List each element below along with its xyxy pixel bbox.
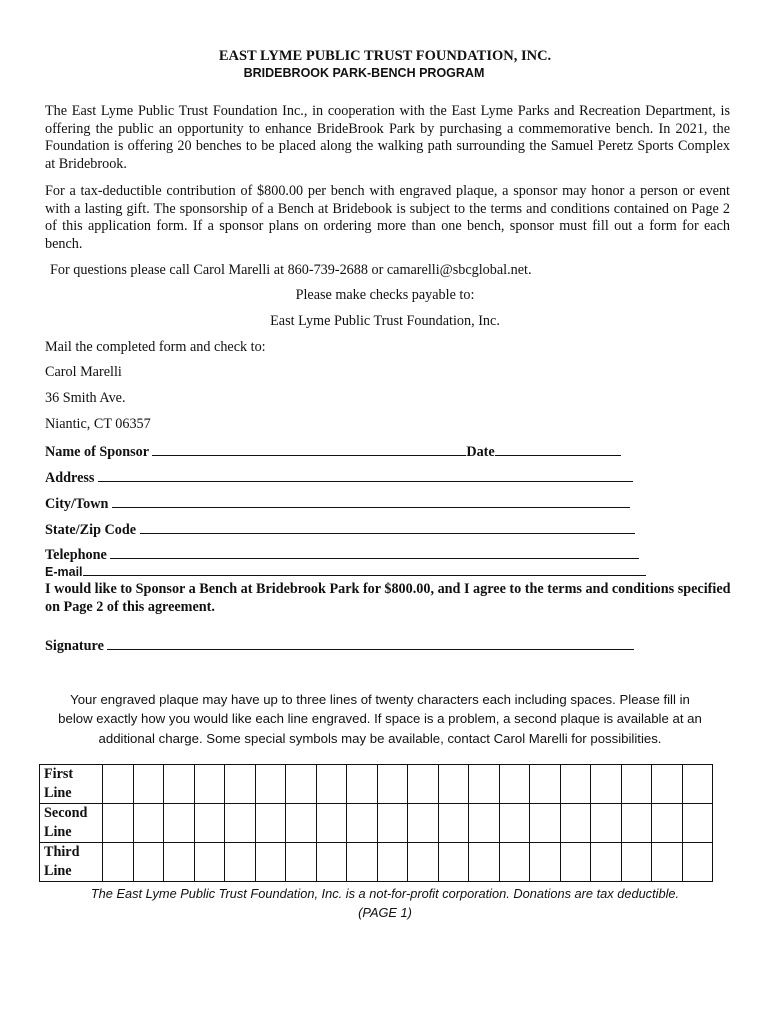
address-label: Address: [45, 470, 95, 486]
character-cell[interactable]: [347, 843, 378, 882]
telephone-row: [45, 544, 655, 564]
checks-payable-line: Please make checks payable to:: [295, 287, 475, 303]
character-cell[interactable]: [560, 843, 591, 882]
plaque-note-line-3: additional charge. Some special symbols may be available, contact Carol Marelli for possibilities.: [98, 731, 662, 746]
character-cell[interactable]: [652, 843, 683, 882]
address-field[interactable]: [98, 467, 633, 482]
character-cell[interactable]: [469, 765, 500, 804]
character-cell[interactable]: [255, 804, 286, 843]
character-cell[interactable]: [225, 765, 256, 804]
engraving-row-label: First Line: [40, 765, 103, 804]
character-cell[interactable]: [377, 804, 408, 843]
questions-line: For questions please call Carol Marelli at 860-739-2688 or camarelli@sbcglobal.net.: [50, 262, 532, 278]
character-cell[interactable]: [560, 765, 591, 804]
character-cell[interactable]: [530, 843, 561, 882]
state-zip-field[interactable]: [140, 519, 635, 534]
signature-row: [45, 635, 655, 655]
sponsor-name-row: [45, 441, 645, 461]
character-cell[interactable]: [530, 765, 561, 804]
sponsor-name-field[interactable]: [152, 441, 466, 456]
character-cell[interactable]: [316, 843, 347, 882]
footer-note: The East Lyme Public Trust Foundation, Inc. is a not-for-profit corporation. Donations are tax deductible.: [90, 886, 680, 901]
character-cell[interactable]: [499, 843, 530, 882]
character-cell[interactable]: [316, 765, 347, 804]
agreement-statement: I would like to Sponsor a Bench at Bridebrook Park for $800.00, and I agree to the terms and conditions specified on Page 2 of this agreement.: [45, 581, 731, 615]
payee-name: East Lyme Public Trust Foundation, Inc.: [270, 313, 500, 329]
character-cell[interactable]: [133, 765, 164, 804]
page-subtitle: BRIDEBROOK PARK-BENCH PROGRAM: [243, 66, 485, 80]
email-row: [45, 562, 665, 579]
character-cell[interactable]: [621, 843, 652, 882]
page-number: (PAGE 1): [358, 905, 412, 920]
character-cell[interactable]: [286, 765, 317, 804]
character-cell[interactable]: [682, 765, 713, 804]
telephone-label: Telephone: [45, 547, 107, 563]
character-cell[interactable]: [377, 843, 408, 882]
character-cell[interactable]: [347, 804, 378, 843]
engraving-row: [40, 804, 713, 843]
character-cell[interactable]: [103, 804, 134, 843]
signature-field[interactable]: [107, 635, 634, 650]
character-cell[interactable]: [499, 804, 530, 843]
engraving-row-label: Third Line: [40, 843, 103, 882]
email-label: E-mail: [45, 565, 83, 579]
character-cell[interactable]: [286, 804, 317, 843]
character-cell[interactable]: [255, 843, 286, 882]
character-cell[interactable]: [408, 765, 439, 804]
character-cell[interactable]: [682, 804, 713, 843]
email-field[interactable]: [83, 562, 646, 576]
date-field[interactable]: [495, 441, 621, 456]
character-cell[interactable]: [591, 765, 622, 804]
state-zip-label: State/Zip Code: [45, 522, 137, 538]
character-cell[interactable]: [438, 765, 469, 804]
telephone-field[interactable]: [110, 544, 639, 559]
character-cell[interactable]: [438, 804, 469, 843]
character-cell[interactable]: [164, 804, 195, 843]
mail-address-name: Carol Marelli: [45, 364, 122, 380]
signature-label: Signature: [45, 638, 104, 654]
character-cell[interactable]: [591, 843, 622, 882]
mail-address-city: Niantic, CT 06357: [45, 416, 151, 432]
engraving-row: [40, 843, 713, 882]
plaque-note-line-1: Your engraved plaque may have up to three lines of twenty characters each including spaces. Please fill in: [70, 692, 690, 707]
character-cell[interactable]: [408, 804, 439, 843]
character-cell[interactable]: [194, 804, 225, 843]
character-cell[interactable]: [682, 843, 713, 882]
engraving-row: [40, 765, 713, 804]
character-cell[interactable]: [560, 804, 591, 843]
character-cell[interactable]: [621, 765, 652, 804]
character-cell[interactable]: [103, 765, 134, 804]
character-cell[interactable]: [347, 765, 378, 804]
character-cell[interactable]: [591, 804, 622, 843]
sponsor-name-label: Name of Sponsor: [45, 444, 149, 460]
character-cell[interactable]: [621, 804, 652, 843]
mail-instruction: Mail the completed form and check to:: [45, 339, 266, 355]
character-cell[interactable]: [225, 804, 256, 843]
character-cell[interactable]: [103, 843, 134, 882]
character-cell[interactable]: [469, 843, 500, 882]
address-row: [45, 467, 645, 487]
character-cell[interactable]: [194, 765, 225, 804]
mail-address-street: 36 Smith Ave.: [45, 390, 126, 406]
character-cell[interactable]: [133, 843, 164, 882]
contribution-paragraph: For a tax-deductible contribution of $800.00 per bench with engraved plaque, a sponsor may honor a person or event with a lasting gift. The sponsorship of a Bench at Bridebook is subject to the terms and conditions contained on Page 2 of this application form. If a sponsor plans on ordering more than one bench, sponsor must fill out a form for each bench.: [45, 183, 730, 252]
character-cell[interactable]: [164, 843, 195, 882]
character-cell[interactable]: [499, 765, 530, 804]
city-row: [45, 493, 645, 513]
date-label: Date: [466, 444, 495, 460]
engraving-grid: [39, 764, 713, 882]
character-cell[interactable]: [225, 843, 256, 882]
character-cell[interactable]: [530, 804, 561, 843]
engraving-row-label: Second Line: [40, 804, 103, 843]
character-cell[interactable]: [652, 765, 683, 804]
character-cell[interactable]: [469, 804, 500, 843]
character-cell[interactable]: [408, 843, 439, 882]
character-cell[interactable]: [377, 765, 408, 804]
city-field[interactable]: [112, 493, 630, 508]
character-cell[interactable]: [438, 843, 469, 882]
city-label: City/Town: [45, 496, 109, 512]
character-cell[interactable]: [316, 804, 347, 843]
character-cell[interactable]: [133, 804, 164, 843]
state-zip-row: [45, 519, 655, 539]
character-cell[interactable]: [194, 843, 225, 882]
page-title: EAST LYME PUBLIC TRUST FOUNDATION, INC.: [218, 48, 552, 64]
character-cell[interactable]: [652, 804, 683, 843]
character-cell[interactable]: [286, 843, 317, 882]
character-cell[interactable]: [164, 765, 195, 804]
character-cell[interactable]: [255, 765, 286, 804]
plaque-note-line-2: below exactly how you would like each line engraved. If space is a problem, a second plaque is available at an: [58, 711, 702, 726]
intro-paragraph: The East Lyme Public Trust Foundation Inc., in cooperation with the East Lyme Parks and Recreation Department, is offering the public an opportunity to enhance BrideBrook Park by purchasing a commemorative bench. In 2021, the Foundation is offering 20 benches to be placed along the walking path surrounding the Samuel Peretz Sports Complex at Bridebrook.: [45, 103, 730, 172]
